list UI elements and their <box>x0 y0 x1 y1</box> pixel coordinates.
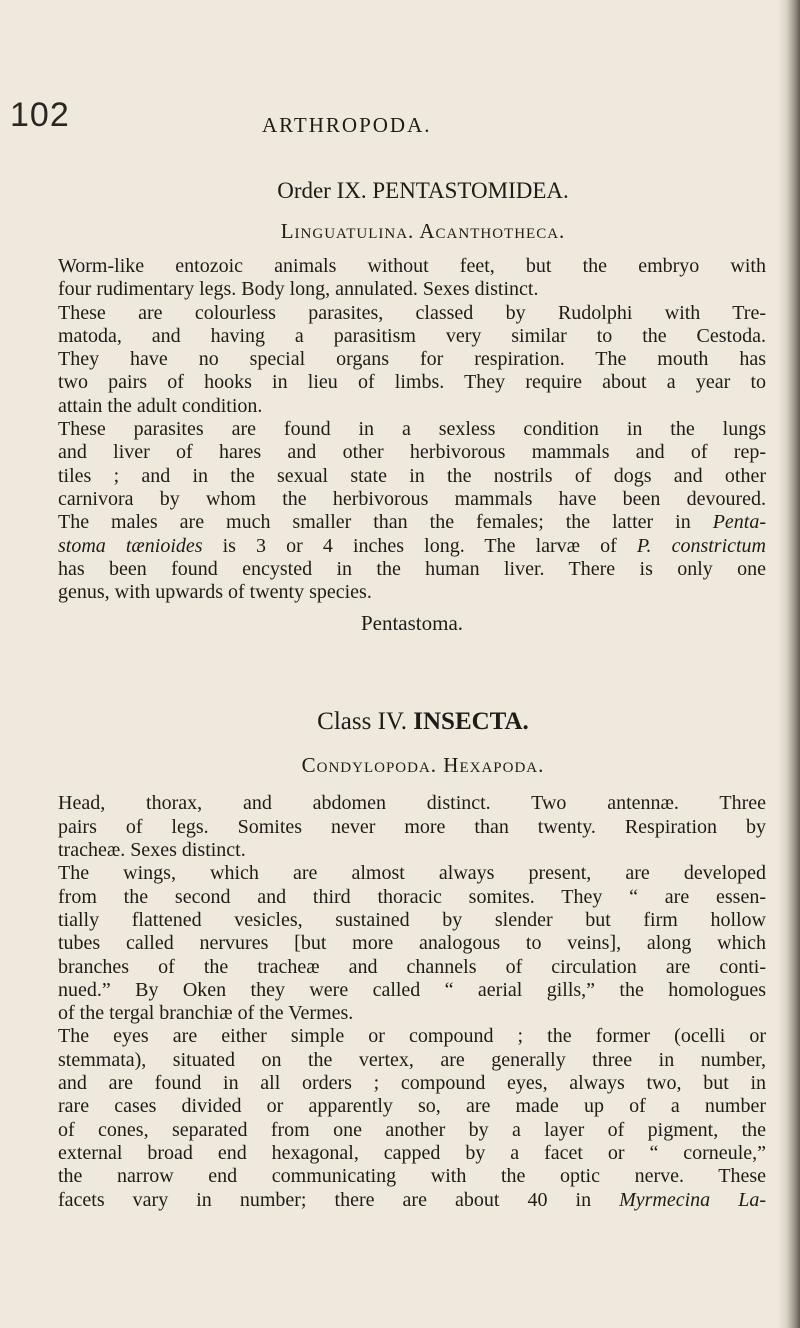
order-heading <box>80 178 766 218</box>
text-line: and liver of hares and other herbivorous mammals and of rep- <box>58 441 766 464</box>
class-heading-name: INSECTA. <box>413 708 529 736</box>
text-line: carnivora by whom the herbivorous mammals have been devoured. <box>58 487 766 510</box>
text-line: Head, thorax, and abdomen distinct. Two antennæ. Three <box>58 792 766 815</box>
text-line: nued.” By Oken they were called “ aerial gills,” the homologues <box>58 978 766 1001</box>
text-line: The wings, which are almost always present, are developed <box>58 862 766 885</box>
order-synonyms: Linguatulina. Acanthotheca. <box>280 219 566 243</box>
text-line: facets vary in number; there are about 40 in Myrmecina La- <box>58 1188 767 1211</box>
text-line: of the tergal branchiæ of the Vermes. <box>58 1002 354 1025</box>
text-line: They have no special organs for respiration. The mouth has <box>58 348 766 371</box>
text-line: The males are much smaller than the females; the latter in Penta- <box>58 511 766 534</box>
text-line: four rudimentary legs. Body long, annulated. Sexes distinct. <box>58 278 539 301</box>
text-line: the narrow end communicating with the optic nerve. These <box>58 1165 766 1188</box>
order-paragraph-3 <box>58 418 766 604</box>
order-heading-prefix: Order IX. <box>277 178 367 203</box>
page-number: 102 <box>10 96 70 134</box>
genus-name: Pentastoma. <box>360 611 464 636</box>
text-line: tubes called nervures [but more analogous to veins], along which <box>58 932 766 955</box>
text-line: rare cases divided or apparently so, are made up of a number <box>58 1095 766 1118</box>
text-line: stoma tænioides is 3 or 4 inches long. The larvæ of P. constrictum <box>58 534 766 557</box>
text-line: from the second and third thoracic somites. They “ are essen- <box>58 885 766 908</box>
text-line: and are found in all orders ; compound eyes, always two, but in <box>58 1072 766 1095</box>
class-paragraph-2 <box>58 862 766 1025</box>
text-line: pairs of legs. Somites never more than twenty. Respiration by <box>58 815 766 838</box>
text-line: The eyes are either simple or compound ; the former (ocelli or <box>58 1025 766 1048</box>
text-line: of cones, separated from one another by a layer of pigment, the <box>58 1118 766 1141</box>
text-line: These are colourless parasites, classed by Rudolphi with Tre- <box>58 301 766 324</box>
text-line: external broad end hexagonal, capped by a facet or “ corneule,” <box>58 1141 766 1164</box>
text-line: tiles ; and in the sexual state in the nostrils of dogs and other <box>58 464 766 487</box>
page-binding-edge <box>778 0 800 1328</box>
text-line: Worm-like entozoic animals without feet, but the embryo with <box>58 255 766 277</box>
text-line: matoda, and having a parasitism very similar to the Cestoda. <box>58 324 766 347</box>
text-line: has been found encysted in the human liver. There is only one <box>58 557 766 580</box>
running-head: ARTHROPODA. <box>262 113 432 137</box>
text-line: tially flattened vesicles, sustained by slender but firm hollow <box>58 908 766 931</box>
class-paragraph-3 <box>58 1025 766 1211</box>
text-line: tracheæ. Sexes distinct. <box>58 839 246 862</box>
text-line: genus, with upwards of twenty species. <box>58 581 372 604</box>
text-line: stemmata), situated on the vertex, are generally three in number, <box>58 1048 766 1071</box>
class-paragraph-1 <box>58 792 766 862</box>
class-synonyms: Condylopoda. Hexapoda. <box>301 753 545 778</box>
text-line: branches of the tracheæ and channels of circulation are conti- <box>58 955 766 978</box>
order-heading-name: PENTASTOMIDEA. <box>372 178 569 203</box>
order-paragraph-2 <box>58 302 766 418</box>
class-heading <box>80 708 766 752</box>
text-line: two pairs of hooks in lieu of limbs. They require about a year to <box>58 371 766 394</box>
text-line: attain the adult condition. <box>58 394 263 417</box>
class-heading-prefix: Class IV. <box>317 708 408 736</box>
text-line: These parasites are found in a sexless condition in the lungs <box>58 418 766 441</box>
text-body <box>58 178 766 1212</box>
order-paragraph-1 <box>58 255 766 302</box>
